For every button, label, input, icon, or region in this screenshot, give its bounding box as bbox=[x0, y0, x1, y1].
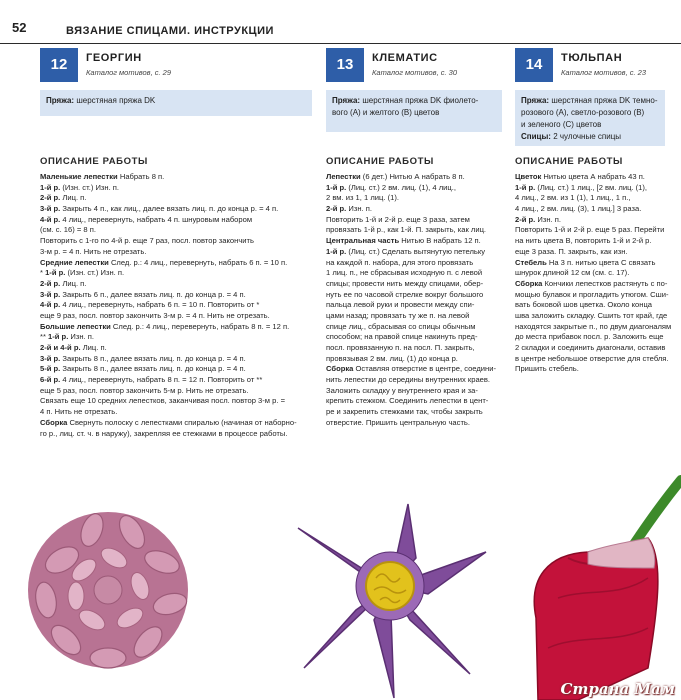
instruction-line: Связать еще 10 средних лепестков, заканчивая посл. повтор 3-м р. = bbox=[40, 396, 285, 406]
instruction-line: цами назад; провязать ту же п. на левой bbox=[326, 310, 470, 320]
yarn-info-box bbox=[326, 90, 502, 132]
instruction-line: 4-й р. 4 лиц., перевернуть, набрать 6 п. = 10 п. Повторить от * bbox=[40, 300, 260, 310]
description-heading: ОПИСАНИЕ РАБОТЫ bbox=[515, 156, 623, 167]
tulip-photo bbox=[508, 468, 681, 700]
yarn-text-line-3: и зеленого (С) цветов bbox=[521, 120, 602, 129]
instruction-line: нуть ее по часовой стрелке вокруг большого bbox=[326, 289, 484, 299]
instruction-line: (см. с. 16) = 8 п. bbox=[40, 225, 96, 235]
instruction-line: Стебель На 3 п. нитью цвета С связать bbox=[515, 257, 656, 267]
pattern-title: ГЕОРГИН bbox=[86, 52, 142, 64]
instruction-line: 2-й р. Лиц. п. bbox=[40, 278, 87, 288]
instruction-line: Центральная часть Нитью В набрать 12 п. bbox=[326, 236, 481, 246]
instruction-line: находятся закрытые п., по двум диагоналям bbox=[515, 321, 672, 331]
instruction-line: Маленькие лепестки Набрать 8 п. bbox=[40, 172, 165, 181]
catalog-reference: Каталог мотивов, с. 23 bbox=[561, 68, 647, 77]
instruction-line: еще 3 раза. П. закрыть, как изн. bbox=[515, 246, 628, 256]
instruction-line: шнурок длиной 12 см (см. с. 17). bbox=[515, 268, 630, 278]
instruction-line: Лепестки (6 дет.) Нитью А набрать 8 п. bbox=[326, 172, 465, 181]
instruction-line: Повторить 1-й и 2-й р. еще 5 раз. Перейти bbox=[515, 225, 665, 235]
instruction-line: способом; на правой спице накинуть пред- bbox=[326, 332, 478, 342]
instruction-line: еще 5 раз, посл. повтор закончить 5-м р. Нить не отрезать. bbox=[40, 385, 249, 395]
instruction-line: спицы; провести нить между спицами, обер- bbox=[326, 278, 484, 288]
instruction-line: отверстие. Пришить центральную часть. bbox=[326, 417, 470, 427]
instruction-line: Сборка Кончики лепестков растянуть с по- bbox=[515, 278, 668, 288]
instruction-line: Повторить 1-й и 2-й р. еще 3 раза, затем bbox=[326, 214, 470, 224]
instruction-line: спице лиц., сбрасывая со спицы обычным bbox=[326, 321, 476, 331]
instruction-line: на каждой п. набора, для этого провязать bbox=[326, 257, 474, 267]
instruction-line: 1-й р. (Изн. ст.) Изн. п. bbox=[40, 182, 120, 192]
instruction-line: 1-й р. (Лиц. ст.) Сделать вытянутую петельку bbox=[326, 246, 486, 256]
description-heading: ОПИСАНИЕ РАБОТЫ bbox=[40, 156, 148, 167]
instructions-text bbox=[40, 172, 297, 439]
instruction-line: 4 лиц., 2 вм. из 1 (1), 1 лиц., 1 п., bbox=[515, 193, 631, 203]
instruction-line: Сборка Оставляя отверстие в центре, соедини- bbox=[326, 364, 496, 374]
yarn-text-line-2: розового (А), светло-розового (В) bbox=[521, 108, 645, 117]
instruction-line: в центре небольшое отверстие для стебля. bbox=[515, 353, 669, 363]
instruction-line: 5-й р. Закрыть 8 п., далее вязать лиц. п. до конца р. = 4 п. bbox=[40, 364, 246, 374]
watermark-logo: Страна Мам bbox=[560, 680, 675, 698]
instruction-line: нить лепестки до середины внутренних краев. bbox=[326, 375, 491, 385]
pattern-number-badge: 13 bbox=[326, 48, 364, 82]
instruction-line: 2-й р. Изн. п. bbox=[515, 214, 561, 224]
yarn-text-line-2: вого (А) и желтого (В) цветов bbox=[332, 108, 440, 117]
instruction-line: крепить стежком. Соединить лепестки в цент- bbox=[326, 396, 489, 406]
instruction-line: 4 лиц., 2 вм. лиц. (3), 1 лиц.] 3 раза. bbox=[515, 204, 642, 214]
yarn-info-box bbox=[515, 90, 665, 146]
yarn-info-box bbox=[40, 90, 312, 116]
instruction-line: Пришить стебель. bbox=[515, 364, 579, 374]
dahlia-flower bbox=[28, 511, 189, 668]
pattern-clematis bbox=[326, 48, 502, 448]
clematis-photo bbox=[290, 498, 490, 700]
dahlia-photo bbox=[22, 500, 192, 675]
instructions-text bbox=[326, 172, 496, 429]
yarn-text-line-1: шерстяная пряжа DK фиолето- bbox=[362, 96, 479, 105]
page-number: 52 bbox=[12, 20, 27, 35]
instruction-line: 2-й и 4-й р. Лиц. п. bbox=[40, 343, 107, 352]
yarn-label: Пряжа: bbox=[46, 96, 75, 105]
instruction-line: 3-й р. Закрыть 8 п., далее вязать лиц. п. до конца р. = 4 п. bbox=[40, 353, 246, 363]
yarn-label: Пряжа: bbox=[521, 96, 550, 105]
instruction-line: 3-й р. Закрыть 4 п., как лиц., далее вязать лиц. п. до конца р. = 4 п. bbox=[40, 204, 279, 214]
section-title: ВЯЗАНИЕ СПИЦАМИ. ИНСТРУКЦИИ bbox=[66, 25, 274, 37]
instruction-line: 2-й р. Лиц. п. bbox=[40, 193, 87, 203]
instruction-line: еще 9 раз, посл. повтор закончить 3-м р. = 4 п. Нить не отрезать. bbox=[40, 310, 270, 320]
instruction-line: Большие лепестки След. р.: 4 лиц., перевернуть, набрать 8 п. = 12 п. bbox=[40, 321, 290, 331]
instruction-line: Повторить с 1-го по 4-й р. еще 7 раз, посл. повтор закончить bbox=[40, 236, 254, 246]
description-heading: ОПИСАНИЕ РАБОТЫ bbox=[326, 156, 434, 167]
instructions-text bbox=[515, 172, 671, 375]
instruction-line: 4-й р. 4 лиц., перевернуть, набрать 4 п. шнуровым набором bbox=[40, 214, 253, 224]
instruction-line: 3-й р. Закрыть 6 п., далее вязать лиц. п. до конца р. = 4 п. bbox=[40, 289, 246, 299]
pattern-dahlia bbox=[40, 48, 312, 438]
instruction-line: пальца левой руки и провести между спи- bbox=[326, 300, 475, 310]
instruction-line: 2 вм. из 1, 1 лиц. (1). bbox=[326, 193, 399, 203]
pattern-number-badge: 12 bbox=[40, 48, 78, 82]
instruction-line: на нить цвета В, повторить 1-й и 2-й р. bbox=[515, 236, 652, 246]
instruction-line: шва заложить складку. Сшить тот край, где bbox=[515, 310, 668, 320]
instruction-line: Средние лепестки След. р.: 4 лиц., перевернуть, набрать 6 п. = 10 п. bbox=[40, 257, 288, 267]
instruction-line: * 1-й р. (Изн. ст.) Изн. п. bbox=[40, 268, 125, 278]
instruction-line: провязывая 2 вм. лиц. (1) до конца р. bbox=[326, 353, 458, 363]
clematis-flower bbox=[298, 504, 486, 698]
instruction-line: вать боковой шов цветка. Около конца bbox=[515, 300, 653, 310]
instruction-line: Сборка Свернуть полоску с лепестками спиралью (начиная от наборно- bbox=[40, 417, 297, 427]
instruction-line: Заложить складку у внутреннего края и за- bbox=[326, 385, 478, 395]
needles-label: Спицы: bbox=[521, 132, 551, 141]
pattern-title: ТЮЛЬПАН bbox=[561, 52, 623, 64]
pattern-tulip bbox=[515, 48, 672, 388]
needles-text: 2 чулочные спицы bbox=[553, 132, 622, 141]
instruction-line: 1-й р. (Лиц. ст.) 1 лиц., [2 вм. лиц. (1), bbox=[515, 182, 648, 192]
instruction-line: посл. провязанную п. на посл. П. закрыть, bbox=[326, 343, 475, 352]
tulip-flower bbox=[534, 480, 681, 700]
instruction-line: ре и закрепить стежками так, чтобы закрыть bbox=[326, 407, 483, 417]
instruction-line: 3-м р. = 4 п. Нить не отрезать. bbox=[40, 246, 147, 256]
yarn-text: шерстяная пряжа DK bbox=[76, 96, 156, 105]
instruction-line: 4 п. Нить не отрезать. bbox=[40, 407, 118, 417]
catalog-reference: Каталог мотивов, с. 29 bbox=[86, 68, 172, 77]
pattern-number-badge: 14 bbox=[515, 48, 553, 82]
pattern-title: КЛЕМАТИС bbox=[372, 52, 438, 64]
instruction-line: 2-й р. Изн. п. bbox=[326, 204, 372, 214]
instruction-line: 1 лиц. п., не сбрасывая исходную п. с левой bbox=[326, 268, 483, 278]
instruction-line: 2 складки и соединить диагонали, оставив bbox=[515, 343, 666, 352]
instruction-line: го р., лиц. ст. ч. в наружу), закрепляя ее стежками в процессе работы. bbox=[40, 428, 288, 438]
instruction-line: Цветок Нитью цвета А набрать 43 п. bbox=[515, 172, 645, 181]
catalog-reference: Каталог мотивов, с. 30 bbox=[372, 68, 458, 77]
instruction-line: провязать 1-й р., как 1-й. П. закрыть, как лиц. bbox=[326, 225, 487, 235]
instruction-line: 6-й р. 4 лиц., перевернуть, набрать 8 п. = 12 п. Повторить от ** bbox=[40, 375, 263, 385]
instruction-line: мощью булавок и прогладить утюгом. Сши- bbox=[515, 289, 669, 299]
yarn-label: Пряжа: bbox=[332, 96, 361, 105]
instruction-line: ** 1-й р. Изн. п. bbox=[40, 332, 94, 342]
instruction-line: 1-й р. (Лиц. ст.) 2 вм. лиц. (1), 4 лиц., bbox=[326, 182, 456, 192]
instruction-line: до места прибавок посл. р. Заложить еще bbox=[515, 332, 664, 342]
yarn-text-line-1: шерстяная пряжа DK темно- bbox=[551, 96, 658, 105]
